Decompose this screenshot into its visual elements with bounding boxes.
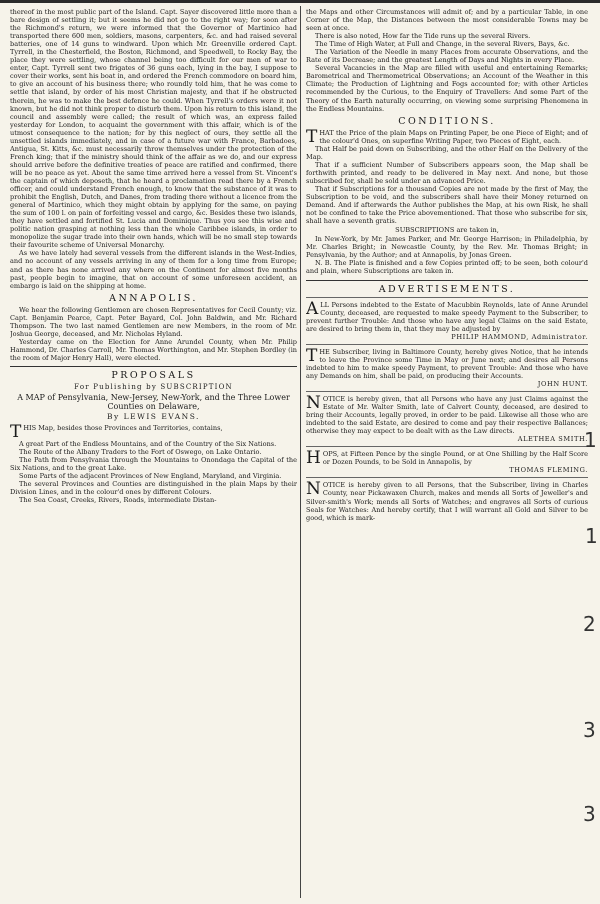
- conditions-heading: CONDITIONS.: [398, 115, 496, 127]
- ad-divider: [306, 446, 588, 447]
- condition-text: That if Subscriptions for a thousand Copies are not made by the first of May, the Subscription to be void, and the subscribers shall have their Money returned on Demand. And if afterwards the Author publishes the Map, at his own Risk, he shall not be confined to take the Price abovementioned. That those who subscribe for six, shall have a seventh gratis.: [306, 184, 588, 226]
- proposal-paragraph: The Variation of the Needle in many Places from accurate Observations, and the Rate of its Decrease; and the greatest Length of Days and Nights in every Place.: [306, 48, 588, 65]
- ad-divider: [306, 477, 588, 478]
- top-rule: [0, 0, 600, 3]
- condition-text: That if a sufficient Number of Subscribers appears soon, the Map shall be forthwith printed, and ready to be delivered in May next. And none, but those subscribed for, shall be sold under an advanced Price.: [306, 160, 588, 185]
- section-rule: [306, 297, 588, 298]
- dropcap: N: [306, 393, 321, 414]
- ad-divider: [306, 391, 588, 392]
- proposals-subheading: For Publishing by SUBSCRIPTION: [74, 383, 233, 392]
- section-rule: [306, 280, 588, 281]
- ad-text: OTICE is hereby given, that all Persons who have any just Claims against the Estate of Mr. Walter Smith, late of Calvert County, deceased, are desired to bring their Accounts, legally proved, in order to be paid. Likewise all those who are indebted to the said Estate, are desired to come and pay their respective Ballances; otherwise they may expect to be dealt with as the Law directs.: [306, 395, 588, 436]
- ad-divider: [306, 344, 588, 345]
- ad-text: LL Persons indebted to the Estate of Macubbin Reynolds, late of Anne Arundel County, deceased, are requested to make speedy Payment to the Subscriber, to prevent further Trouble: And those who have any legal Claims on the said Estate, are desired to bring them in, that they may be adjusted by: [306, 300, 588, 333]
- proposal-paragraph: There is also noted, How far the Tide runs up the several Rivers.: [315, 32, 531, 41]
- map-title: A MAP of Pensylvania, New-Jersey, New-York, and the Three Lower Counties on Delaware,: [17, 393, 290, 412]
- handwritten-mark: 1: [584, 428, 597, 452]
- map-item: A great Part of the Endless Mountains, and of the Country of the Six Nations.: [19, 440, 277, 449]
- advertisements-heading: ADVERTISEMENTS.: [378, 283, 516, 295]
- proposal-paragraph: Several Vacancies in the Map are filled with useful and entertaining Remarks; Barometrical and Thermometrical Observations; an Account of the Weather in this Climate; the Production of Lightning and Fogs accounted for; with other Articles recommended by the Curious, to the Enquiry of Travellers: And some Part of the Theory of the Earth naturally occurring, on viewing some surprising Phenomena in the Endless Mountains.: [306, 64, 588, 113]
- advertisement: [306, 450, 588, 474]
- subscriptions-heading: SUBSCRIPTIONS are taken in,: [395, 226, 499, 235]
- map-item: The Route of the Albany Traders to the Fort of Oswego, on Lake Ontario.: [19, 448, 262, 457]
- annapolis-heading: ANNAPOLIS.: [109, 292, 198, 304]
- right-column: [306, 8, 588, 898]
- handwritten-mark: 3: [583, 802, 596, 826]
- handwritten-mark: 3: [583, 718, 596, 742]
- proposal-paragraph: the Maps and other Circumstances will admit of; and by a particular Table, in one Corner of the Map, the Distances between the most considerable Towns may be seen at once.: [306, 8, 588, 33]
- condition-first: [306, 126, 588, 147]
- ad-text: OTICE is hereby given to all Persons, that the Subscriber, living in Charles County, near Pickawaxen Church, makes and mends all Sorts of Jeweller's and Silver-smith's Work; mends all Sorts of Watches; and engraves all Sorts of curious Seals for Watches: And hereby certify, that I will warrant all Gold and Silver to be good, which is mark-: [306, 481, 588, 522]
- dropcap: N: [306, 479, 321, 500]
- advertisement: [306, 481, 588, 521]
- handwritten-mark: 2: [583, 612, 596, 636]
- ad-signature: THOMAS FLEMING.: [509, 466, 588, 475]
- map-item: The Path from Pensylvania through the Mountains to Onondaga the Capital of the Six Nations, and to the great Lake.: [10, 456, 297, 473]
- ad-text: HE Subscriber, living in Baltimore County, hereby gives Notice, that he intends to leave the Province some Time in May or June next; and desires all Persons indebted to him to make speedy Payment, to prevent Trouble: And those who have any Demands on him, shall be paid, on producing their Accounts.: [306, 347, 588, 380]
- condition-text: HAT the Price of the plain Maps on Printing Paper, be one Piece of Eight; and of the colour'd Ones, on superfine Writing Paper, two Pieces of Eight, each.: [319, 128, 588, 145]
- dropcap: H: [306, 448, 321, 469]
- ad-signature: ALETHEA SMITH.: [517, 435, 588, 444]
- map-item: The Sea Coast, Creeks, Rivers, Roads, intermediate Distan-: [19, 496, 217, 505]
- advertisement: [306, 345, 588, 388]
- dropcap: T: [306, 345, 318, 366]
- news-paragraph: As we have lately had several vessels from the different islands in the West-Indies, and no account of any vessels arriving in any of them for a long time from Europe; and as there has none arrived any where on the Continent for almost five months past, people begin to imagine, that on account of some unforeseen accident, an embargo is laid on the shipping at home.: [10, 249, 297, 290]
- dropcap: T: [306, 126, 318, 147]
- map-item: Some Parts of the adjacent Provinces of New England, Maryland, and Virginia.: [19, 472, 282, 481]
- proposals-heading: PROPOSALS: [111, 370, 196, 382]
- annapolis-paragraph: We hear the following Gentlemen are chosen Representatives for Cecil County; viz. Capt. Benjamin Pearce, Capt. Peter Bayard, Col. John Baldwin, and Mr. Richard Thompson. The two last named Gentlemen are new Members, in the room of Mr. Joshua George, deceased, and Mr. Nicholas Hyland.: [10, 305, 297, 338]
- advertisement: [306, 395, 588, 443]
- handwritten-mark: 1: [585, 524, 598, 548]
- advertisement: [306, 298, 588, 341]
- map-intro-text: HIS Map, besides those Provinces and Territories, contains,: [23, 424, 223, 433]
- news-paragraph: thereof in the most public part of the Island. Capt. Sayer discovered little more than a bare design of settling it; but it seems he did not go to the right way; for soon after the Richmond's return, we were informed that the Governor of Martinico had transported there 600 men, soldiers, masons, carpenters, &c. and had raised several batteries, one of 14 guns to windward. Upon which Mr. Greenville ordered Capt. Tyrrell, in the Chesterfield, the Boston, Richmond, and Speedwell, to Rocky Bay, the place they were settling, whose channel being too difficult for our men of war to enter, Capt. Tyrrell sent two frigates of 36 guns each, lying in the bay, I suppose to cover their works, sent his boat in, and ordered the French commodore on board him, to give an account of his business there; who roundly told him, that he was come to settle that island, by order of his most Christian majesty, and that if he obstructed therein, he was to make the best defence he could. When Tyrrell's orders were it not known, but he did not think proper to disturb them. Upon his return to this island, the council and assembly were called; the result of which was, an express failed yesterday for London, to acquaint the government with this affair, which is of the utmost consequence to the nation; for by this neglect of ours, they settle all the unsettled islands immediately, and in case of a future war with France, Barbadoes, Antigua, St. Kitts, &c. must necessarily throw themselves under the protection of the French king; that if the ministry should think of the affair as we do, and our express should arrive before the definitive treaties of peace are ratified and confirmed, there will be no peace as yet. About the same time arrived here a vessel from St. Vincent's the captain of which deposeth, that he heard a proclamation read there by a French officer, and could understand French enough, to know that the substance of it was to prohibit the English, Dutch, and Danes, from trading there without a licence from the general of Martinico, which they might obtain by applying for the same, on paying the sum of 100 l. on pain of forfeiting vessel and cargo, &c. Besides these two islands, they have settled and fortified St. Lucia and Dominique. Thus you see this wise and politic nation grasping at nothing less than the whole Caribbee islands, in order to monopolize the sugar trade into their own hands, which will be no small step towards their favourite scheme of Universal Monarchy.: [10, 8, 297, 250]
- proposal-paragraph: The Time of High Water, at Full and Change, in the several Rivers, Bays, &c.: [315, 40, 570, 49]
- left-column: [10, 8, 297, 898]
- ad-signature: PHILIP HAMMOND, Administrator.: [451, 332, 588, 341]
- column-divider: [300, 6, 301, 898]
- map-item: The several Provinces and Counties are distinguished in the plain Maps by their Division Lines, and in the colour'd ones by different Colours.: [10, 480, 297, 497]
- nb-text: N. B. The Plate is finished and a few Copies printed off; to be seen, both colour'd and plain, where Subscriptions are taken in.: [306, 259, 588, 276]
- map-author: By LEWIS EVANS.: [107, 412, 200, 422]
- subscriptions-text: In New-York, by Mr. James Parker, and Mr. George Harrison; in Philadelphia, by Mr. Charles Bright; in Newcastle County, by the Rev. Mr. Thomas Bright; in Pensylvania, by the Author; and at Annapolis, by Jonas Green.: [306, 235, 588, 260]
- condition-text: That Half be paid down on Subscribing, and the other Half on the Delivery of the Map.: [306, 144, 588, 161]
- map-intro: [10, 422, 297, 443]
- dropcap: A: [306, 298, 319, 319]
- dropcap: T: [10, 422, 22, 443]
- ad-signature: JOHN HUNT.: [537, 379, 588, 388]
- section-rule: [10, 366, 297, 367]
- ad-text: OPS, at Fifteen Pence by the single Pound, or at One Shilling by the Half Score or Dozen Pounds, to be Sold in Annapolis, by: [322, 450, 588, 467]
- annapolis-paragraph: Yesterday came on the Election for Anne Arundel County, when Mr. Philip Hammond, Dr. Charles Carroll, Mr. Thomas Worthington, and Mr. Stephen Bordley (in the room of Major Henry Hall), were elected.: [10, 337, 297, 362]
